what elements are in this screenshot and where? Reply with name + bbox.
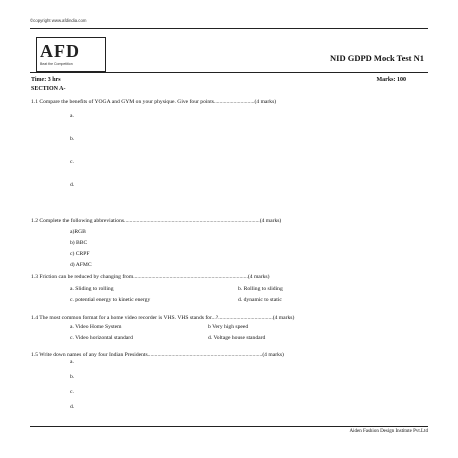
question-5: 1.5 Write down names of any four Indian Presidents..................................................................................(4 marks) (31, 352, 284, 358)
marks-label: Marks: 100 (376, 77, 406, 83)
q4-option-d: d. Voltage house standard (208, 335, 266, 341)
q4-option-c: c. Video horizontal standard (70, 335, 133, 341)
footer-rule (30, 426, 428, 427)
q1-option-a: a. (70, 113, 74, 119)
question-4: 1.4 The most common format for a home video recorder is VHS. VHS stands for...?.......................................(4 marks) (31, 315, 295, 321)
q3-option-c: c. potential energy to kinetic energy (70, 297, 151, 303)
q2-option-d: d) AFMC (70, 262, 92, 268)
time-label: Time: 3 hrs (31, 77, 61, 83)
q2-option-b: b) BBC (70, 240, 88, 246)
q3-option-b: b. Rolling to sliding (238, 286, 283, 292)
q4-option-a: a. Video Home System (70, 324, 122, 330)
q3-option-d: d. dynamic to static (238, 297, 282, 303)
question-3: 1.3 Friction can be reduced by changing from..................................................................................(4 marks) (31, 274, 270, 280)
q5-option-c: c. (70, 389, 74, 395)
page-title: NID GDPD Mock Test N1 (330, 53, 424, 63)
logo-mark: AFD (40, 41, 80, 61)
q5-option-d: d. (70, 404, 75, 410)
footer-text: Aiden Fashion Design Institute Pvt.Ltd (349, 429, 428, 434)
top-rule (30, 28, 428, 29)
header-rule (30, 72, 428, 73)
q5-option-b: b. (70, 374, 75, 380)
q2-option-a: a)RGB (70, 229, 86, 235)
section-label: SECTION A- (31, 86, 66, 92)
q4-option-b: b Very high speed (208, 324, 249, 330)
copyright-text: ©copyright www.afdindia.com (30, 18, 87, 23)
question-1: 1.1 Compare the benefits of YOGA and GYM on your physique. Give four points.............................(4 marks) (31, 99, 277, 105)
q1-option-c: c. (70, 159, 74, 165)
logo-tagline: Beat the Competition (40, 62, 73, 66)
q2-option-c: c) CRPF (70, 251, 90, 257)
q5-option-a: a. (70, 359, 74, 365)
q1-option-b: b. (70, 136, 75, 142)
question-2: 1.2 Complete the following abbreviations.................................................................................................(4 marks) (31, 218, 282, 224)
q3-option-a: a. Sliding to rolling (70, 286, 114, 292)
q1-option-d: d. (70, 182, 75, 188)
